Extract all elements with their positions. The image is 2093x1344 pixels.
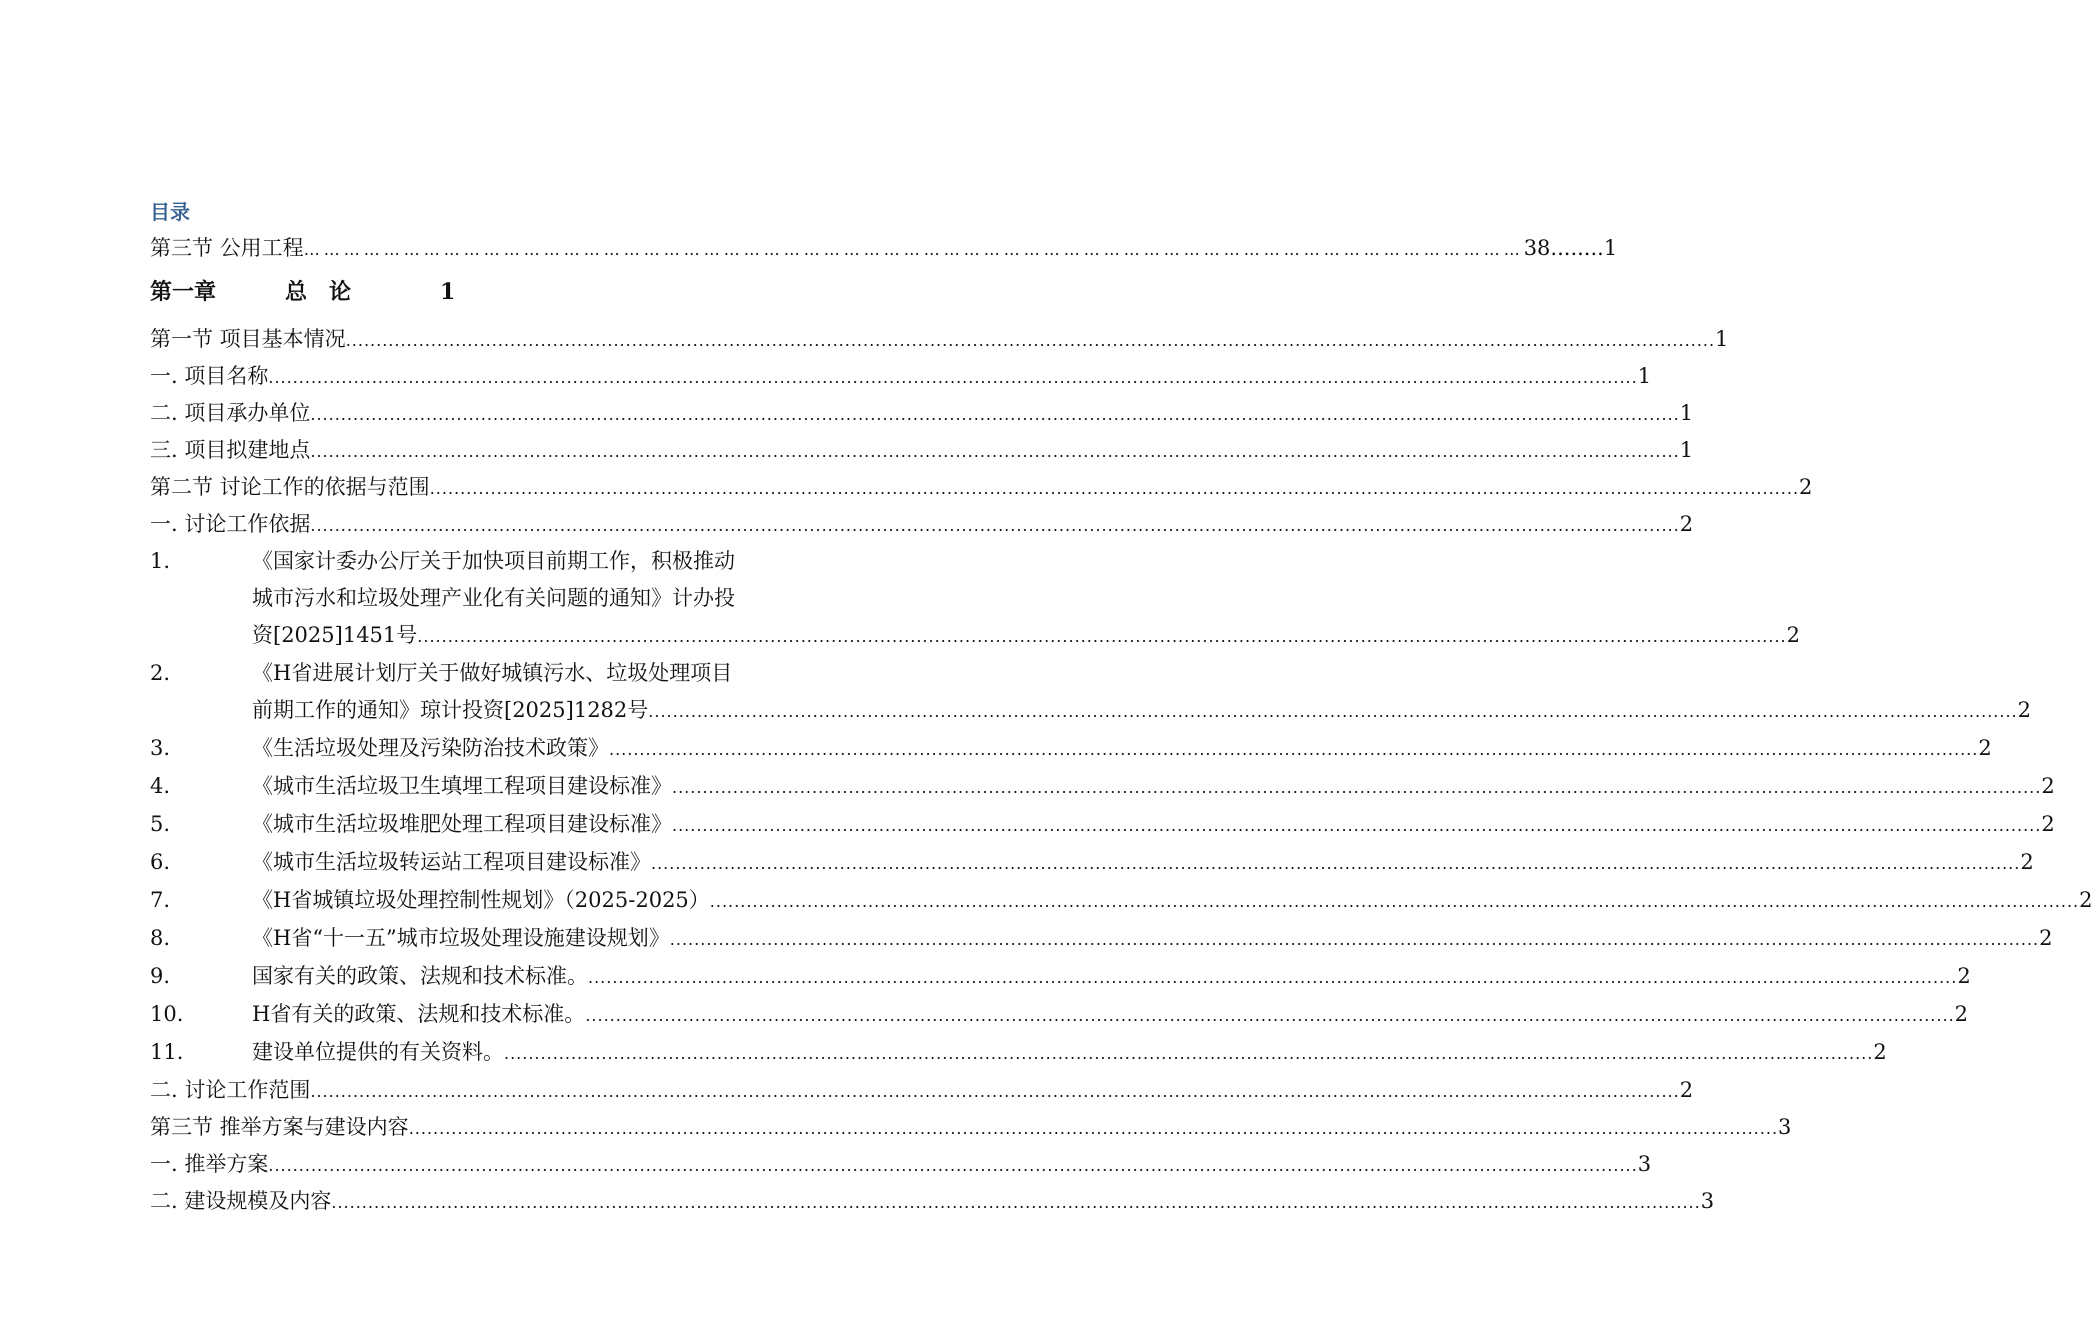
item-text-line: 《国家计委办公厅关于加快项目前期工作，积极推动	[252, 549, 735, 573]
item-number: 11.	[150, 1040, 184, 1064]
dot-leader	[310, 396, 1679, 433]
toc-entry[interactable]	[150, 395, 1694, 432]
toc-entry-page: 2	[1954, 1002, 1969, 1026]
toc-entry-label: 二. 建设规模及内容	[150, 1189, 332, 1213]
item-body	[252, 655, 2031, 730]
chapter-title: 总论	[285, 279, 374, 305]
dot-leader	[268, 1147, 1637, 1184]
toc-numbered-item[interactable]	[150, 655, 2031, 730]
toc-numbered-item[interactable]	[150, 920, 2053, 958]
item-text-line: 城市污水和垃圾处理产业化有关问题的通知》计办投	[252, 586, 735, 610]
toc-numbered-item[interactable]	[150, 844, 2034, 882]
item-number: 3.	[150, 736, 171, 760]
toc-entry-page: 2	[1679, 512, 1694, 536]
dot-leader	[672, 769, 2041, 806]
dot-leader	[310, 507, 1679, 544]
item-text-line: 《生活垃圾处理及污染防治技术政策》	[252, 736, 609, 760]
toc-entry-page: 2	[2041, 774, 2055, 798]
item-text-line: 《城市生活垃圾转运站工程项目建设标准》	[252, 850, 651, 874]
item-text-line: 建设单位提供的有关资料。	[252, 1040, 504, 1064]
dot-leader	[710, 883, 2079, 920]
item-number: 6.	[150, 850, 171, 874]
item-text-line: 《城市生活垃圾堆肥处理工程项目建设标准》	[252, 812, 672, 836]
item-text-line: 《H省进展计划厅关于做好城镇污水、垃圾处理项目	[252, 661, 733, 685]
toc-entry-small-leader: ........	[1550, 236, 1604, 260]
toc-numbered-item[interactable]	[150, 882, 2093, 920]
toc-numbered-item[interactable]	[150, 768, 2055, 806]
item-last-line	[252, 882, 2093, 920]
item-text-line: 《H省城镇垃圾处理控制性规划》（2025-2025）	[252, 888, 710, 912]
toc-entry-page: 3	[1700, 1189, 1715, 1213]
dot-leader	[585, 997, 1954, 1034]
toc-entry-page: 2	[2017, 698, 2031, 722]
toc-numbered-item[interactable]	[150, 730, 1992, 768]
toc-entry-page: 1	[1679, 438, 1694, 462]
dot-leader	[417, 618, 1786, 655]
toc-heading: 目录	[150, 202, 190, 224]
toc-entry[interactable]	[150, 432, 1694, 469]
item-number: 10.	[150, 1002, 184, 1026]
dot-leader	[648, 693, 2017, 730]
item-text-line: 国家有关的政策、法规和技术标准。	[252, 964, 588, 988]
toc-entry-page: 1	[1603, 236, 1618, 260]
toc-entry-label: 一. 项目名称	[150, 364, 269, 388]
toc-numbered-item[interactable]	[150, 1034, 1887, 1072]
toc-entry-label: 一. 讨论工作依据	[150, 512, 311, 536]
item-body	[252, 806, 2055, 844]
toc-entry-label: 一. 推举方案	[150, 1152, 269, 1176]
item-text-line: 资[2025]1451号	[252, 623, 418, 647]
item-number: 5.	[150, 812, 171, 836]
toc-entry-label: 第二节 讨论工作的依据与范围	[150, 475, 430, 499]
dot-leader	[430, 470, 1799, 507]
item-last-line	[252, 768, 2055, 806]
chapter-label: 第一章	[150, 279, 217, 305]
item-last-line	[252, 920, 2053, 958]
toc-entry[interactable]	[150, 1183, 1715, 1220]
toc-entry-page: 2	[1679, 1078, 1694, 1102]
toc-entry-page: 2	[1873, 1040, 1887, 1064]
toc-entry-label: 二. 项目承办单位	[150, 401, 311, 425]
toc-numbered-item[interactable]	[150, 806, 2055, 844]
item-body	[252, 844, 2034, 882]
dot-leader	[409, 1110, 1778, 1147]
toc-page	[150, 196, 2093, 1220]
item-body	[252, 996, 1968, 1034]
toc-entry-label: 第三节 公用工程	[150, 236, 304, 260]
dot-leader	[331, 1184, 1700, 1221]
toc-entry-page: 2	[1799, 475, 1813, 499]
toc-numbered-item[interactable]	[150, 543, 1800, 655]
item-last-line	[252, 996, 1968, 1034]
toc-numbered-item[interactable]	[150, 958, 1971, 996]
item-body	[252, 543, 1800, 655]
toc-entry-page: 2	[1957, 964, 1971, 988]
dot-leader	[588, 959, 1957, 996]
item-last-line	[252, 806, 2055, 844]
toc-entry[interactable]	[150, 1072, 1694, 1109]
dot-leader	[609, 731, 1978, 768]
item-body	[252, 882, 2093, 920]
chapter-page: 1	[440, 279, 456, 305]
item-body	[252, 768, 2055, 806]
item-number: 8.	[150, 926, 171, 950]
toc-entry-page: 2	[2039, 926, 2053, 950]
item-text-line: 前期工作的通知》琼计投资[2025]1282号	[252, 698, 649, 722]
toc-entry-label: 第三节 推举方案与建设内容	[150, 1115, 409, 1139]
toc-entry[interactable]	[150, 358, 1652, 395]
toc-numbered-item[interactable]	[150, 996, 1969, 1034]
dot-leader	[310, 1073, 1679, 1110]
toc-entry-label: 三. 项目拟建地点	[150, 438, 311, 462]
item-number: 4.	[150, 774, 171, 798]
item-number: 2.	[150, 661, 171, 685]
toc-entry-page: 1	[1679, 401, 1694, 425]
item-last-line	[252, 730, 1992, 768]
toc-entry-pre[interactable]	[150, 230, 1618, 267]
dot-leader	[504, 1035, 1873, 1072]
toc-entry[interactable]	[150, 1146, 1652, 1183]
item-number: 9.	[150, 964, 171, 988]
toc-entry[interactable]	[150, 1109, 1792, 1146]
toc-entry-label: 二. 讨论工作范围	[150, 1078, 311, 1102]
toc-chapter[interactable]	[150, 267, 842, 317]
dot-leader	[651, 845, 2020, 882]
toc-entry[interactable]	[150, 469, 1813, 506]
toc-entry-ref: 38	[1523, 236, 1551, 260]
dot-leader	[672, 807, 2041, 844]
toc-entry-page: 1	[1637, 364, 1652, 388]
dot-leader	[310, 433, 1679, 470]
item-body	[252, 920, 2053, 958]
item-text-line: 《H省“十一五”城市垃圾处理设施建设规划》	[252, 926, 670, 950]
dot-leader	[346, 322, 1715, 359]
toc-entry[interactable]	[150, 506, 1694, 543]
toc-entry-page: 2	[2041, 812, 2055, 836]
item-text-line: H省有关的政策、法规和技术标准。	[252, 1002, 586, 1026]
item-last-line	[252, 958, 1971, 996]
item-number: 1.	[150, 549, 171, 573]
item-body	[252, 1034, 1887, 1072]
toc-entry-page: 3	[1778, 1115, 1792, 1139]
dot-leader	[670, 921, 2039, 958]
item-body	[252, 958, 1971, 996]
item-last-line	[252, 692, 2031, 730]
item-last-line	[252, 844, 2034, 882]
item-last-line	[252, 617, 1800, 655]
toc-entry-page: 2	[1978, 736, 1992, 760]
toc-entry-page: 2	[1786, 623, 1800, 647]
dot-leader	[268, 359, 1637, 396]
item-text-line: 《城市生活垃圾卫生填埋工程项目建设标准》	[252, 774, 672, 798]
item-body	[252, 730, 1992, 768]
toc-entry-label: 第一节 项目基本情况	[150, 327, 346, 351]
toc-entry-page: 2	[2020, 850, 2034, 874]
item-last-line	[252, 1034, 1887, 1072]
toc-entry-page: 3	[1637, 1152, 1652, 1176]
toc-entry[interactable]	[150, 321, 1729, 358]
toc-entry-page: 1	[1715, 327, 1729, 351]
dot-leader	[304, 231, 1524, 268]
item-number: 7.	[150, 888, 171, 912]
toc-entry-page: 2	[2079, 888, 2093, 912]
